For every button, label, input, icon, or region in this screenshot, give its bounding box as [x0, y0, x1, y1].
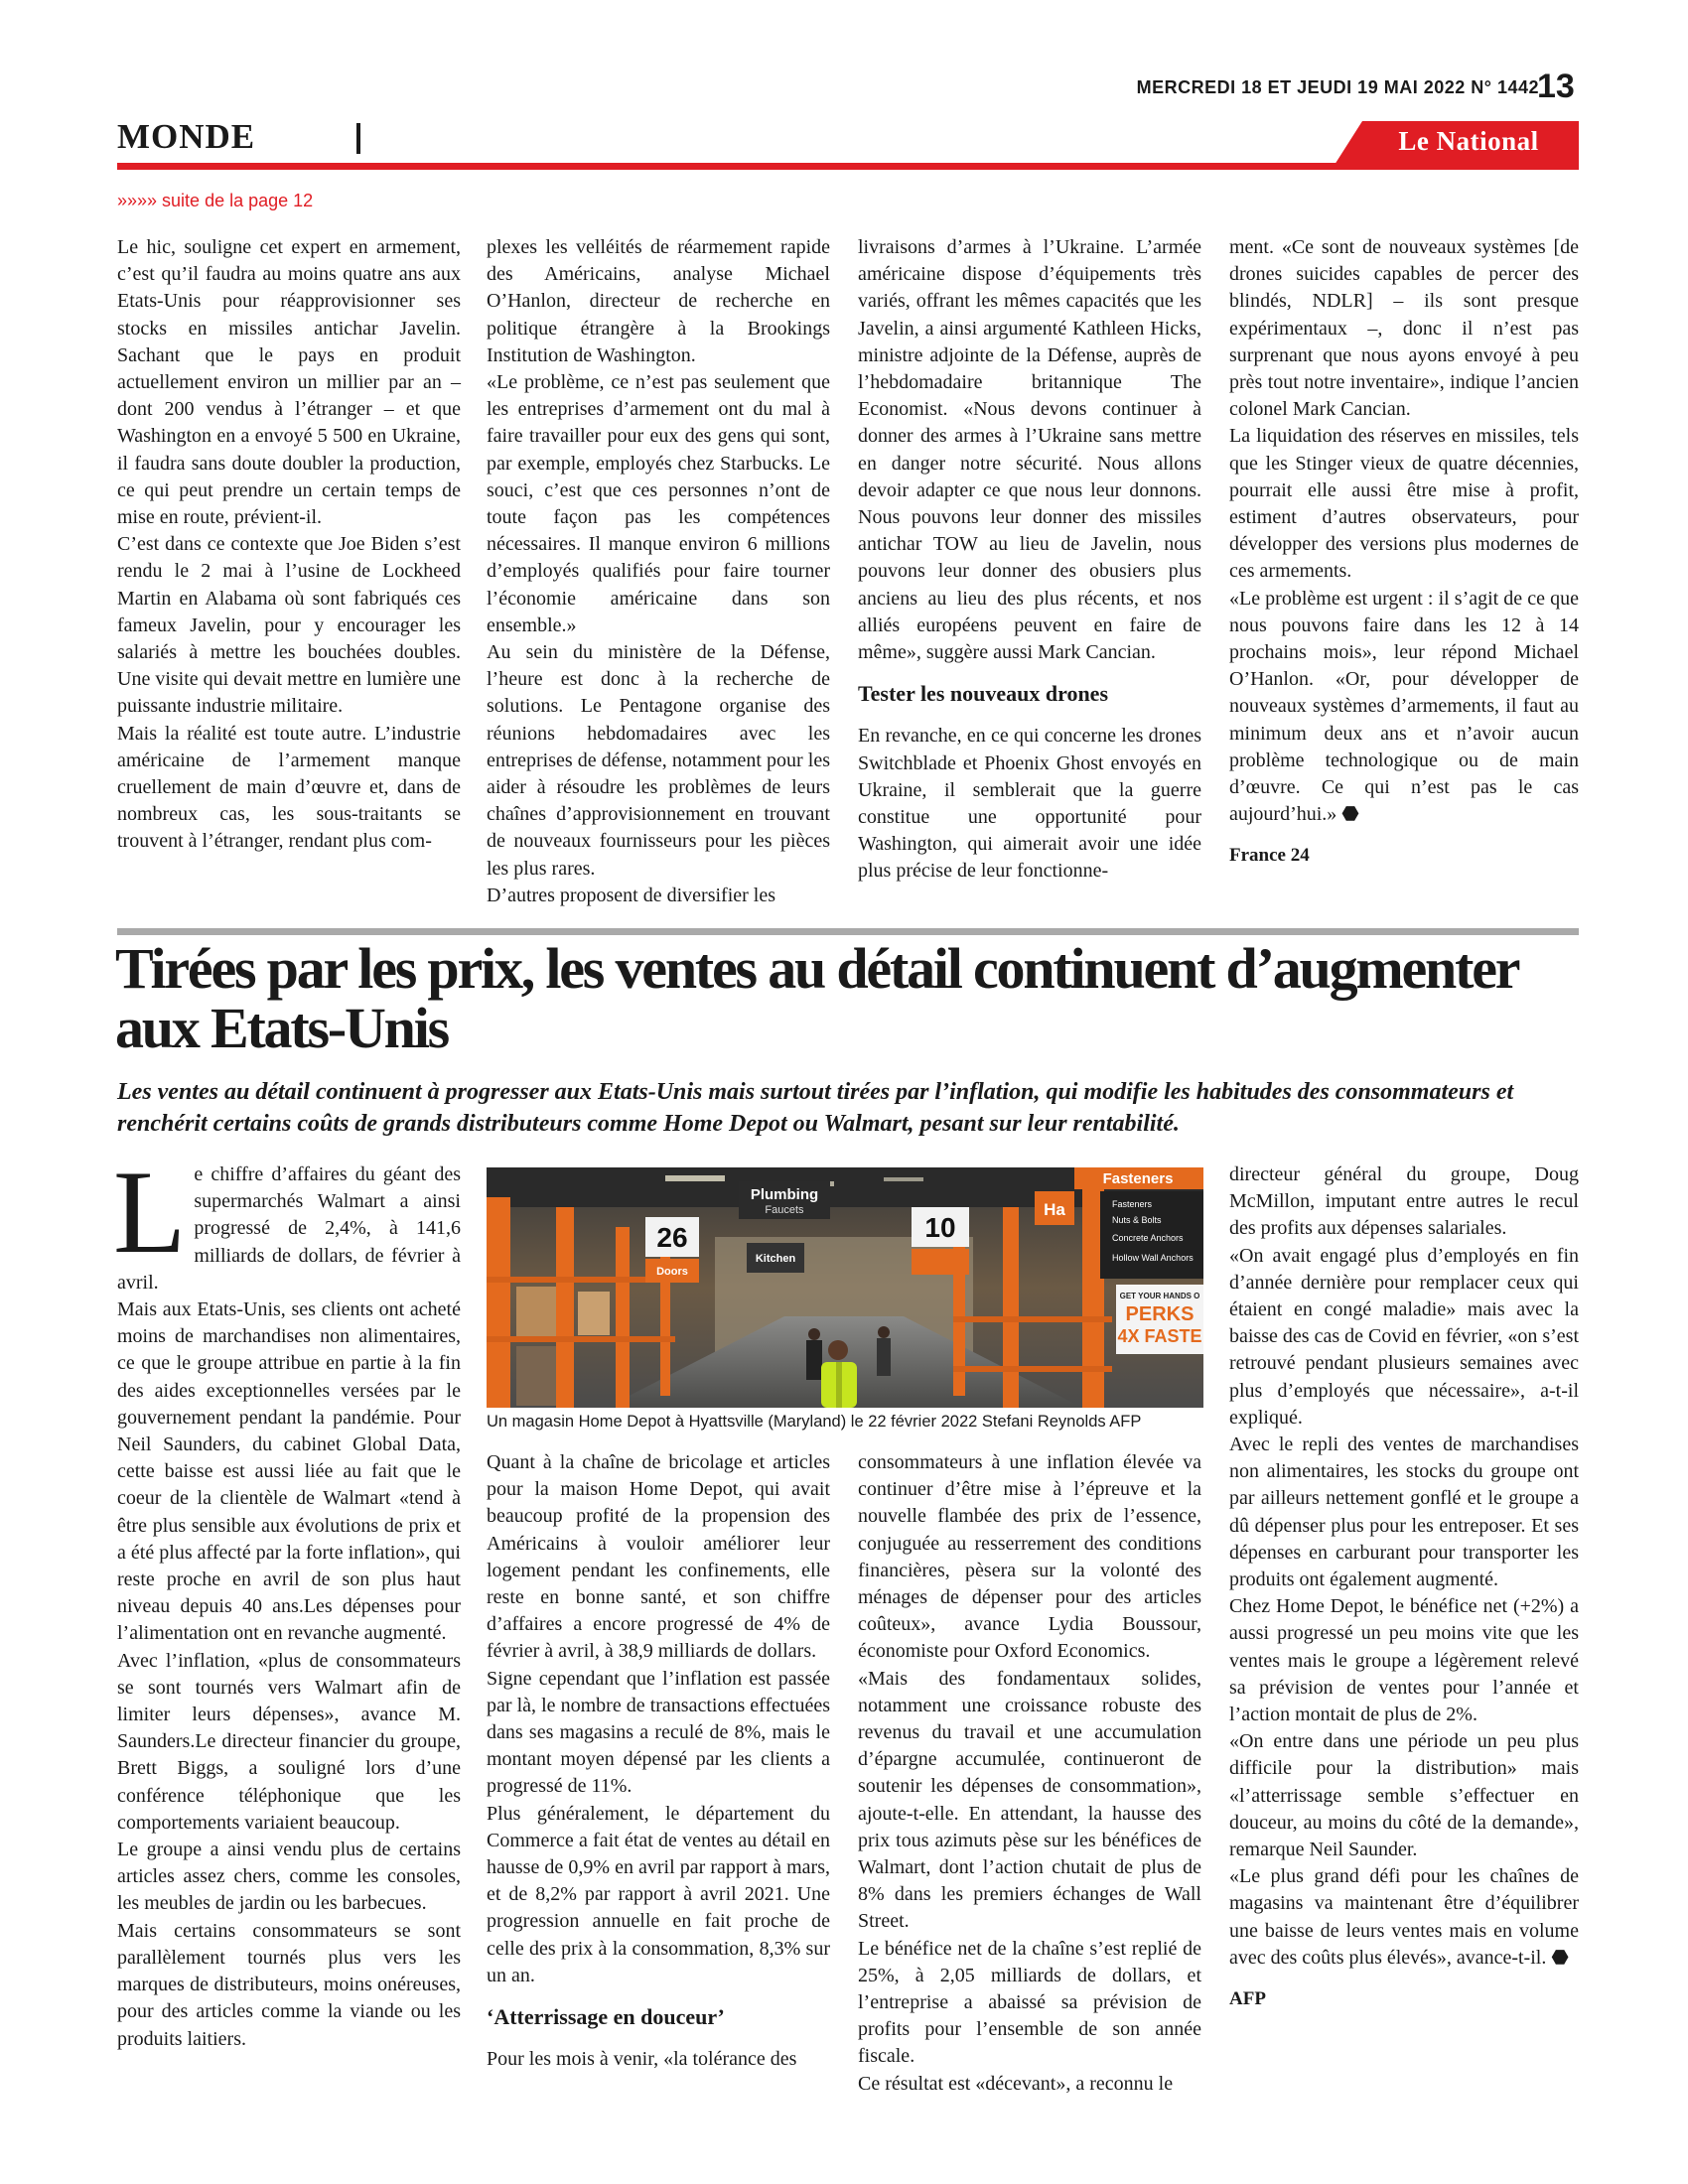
photo-sign-text: 4X FASTE	[1117, 1326, 1202, 1346]
photo-sign-text: Concrete Anchors	[1112, 1233, 1184, 1243]
paragraph: Quant à la chaîne de bricolage et articles pour la maison Home Depot, qui avait beaucoup profité de la propension des Américains à vouloir améliorer leur logement pendant les confinements, elle reste en bonne santé, et son chiffre d’affaires a encore progressé de 4% de février à avril, à 38,9 milliards de dollars.	[487, 1451, 830, 1663]
photo-sign-text: Plumbing	[750, 1186, 819, 1203]
paragraph: «Le plus grand défi pour les chaînes de magasins va maintenant être d’équilibrer une baisse de leurs ventes mais en volume avec des coûts plus élevés», avance-t-il. ⬣	[1229, 1865, 1579, 1969]
paragraph: Avec l’inflation, «plus de consommateurs se sont tournés vers Walmart afin de limiter leurs dépenses», avance M. Saunders.Le directeur financier du groupe, Brett Biggs, a souligné lors d’une conférence téléphonique que les comportements variaient beaucoup.	[117, 1649, 461, 1834]
subheading: Tester les nouveaux drones	[858, 681, 1109, 707]
paragraph: Mais aux Etats-Unis, ses clients ont acheté moins de marchandises non alimentaires, ce que le groupe attribue en partie à la fin des aides exceptionnelles versées par le gouvernement pendant la pandémie. Pour Neil Saunders, du cabinet Global Data, cette baisse est aussi liée au fait que le coeur de la clientèle de Walmart «tend à être plus sensible aux évolutions de prix et a été plus affecté par la forte inflation», qui reste proche en avril de son plus haut niveau depuis 40 ans.Les dépenses pour l’alimentation ont en revanche augmenté.	[117, 1298, 461, 1645]
paragraph: Avec le repli des ventes de marchandises non alimentaires, les stocks du groupe ont par ailleurs nettement gonflé et le groupe a dû dépenser plus pour les entreposer. Et ses dépenses en carburant pour transporter les produits ont également augmenté.	[1229, 1433, 1579, 1591]
paragraph: En revanche, en ce qui concerne les drones Switchblade et Phoenix Ghost envoyés en Ukraine, il semblerait que la guerre constitue une opportunité pour Washington, qui aimerait avoir une idée plus précise de leur fonctionne-	[858, 725, 1201, 883]
photo-sign-text: Doors	[656, 1266, 688, 1278]
drop-cap: L	[113, 1146, 187, 1278]
paragraph: Le groupe a ainsi vendu plus de certains articles assez chers, comme les consoles, les meubles de jardin ou les barbecues.	[117, 1839, 461, 1915]
article1-column-1	[117, 234, 461, 856]
paragraph: «Le problème, ce n’est pas seulement que les entreprises d’armement ont du mal à faire travailler pour eux des gens qui sont, par exemple, employés chez Starbucks. Le souci, c’est que ces personnes n’ont de toute façon pas les compétences nécessaires. Il manque environ 6 millions d’employés qualifiés pour faire tourner l’économie américaine dans son ensemble.»	[487, 371, 830, 636]
paragraph: Signe cependant que l’inflation est passée par là, le nombre de transactions effectuées dans ses magasins a reculé de 8%, mais le montant moyen dépensé par les clients a progressé de 11%.	[487, 1667, 830, 1798]
article1-column-3	[858, 234, 1201, 886]
article-separator	[117, 928, 1579, 935]
first-paragraph: Le chiffre d’affaires du géant des supermarchés Walmart a ainsi progressé de 2,4%, à 141,6 milliards de dollars, de février à avril.	[113, 1146, 461, 1294]
article-credit: France 24	[1229, 845, 1310, 867]
article1-column-2	[487, 234, 830, 909]
paragraph: Le hic, souligne cet expert en armement, c’est qu’il faudra au moins quatre ans aux Etats-Unis pour réapprovisionner ses stocks en missiles antichar Javelin. Sachant que le pays en produit actuellement environ un millier par an – dont 200 vendus à l’étranger – et que Washington en a envoyé 5 500 en Ukraine, il faudra sans doute doubler la production, ce qui peut prendre un certain temps de mise en route, prévient-il.	[117, 236, 461, 529]
paragraph: «On avait engagé plus d’employés en fin d’année dernière pour remplacer ceux qui étaient en congé maladie» mais avec la baisse des cas de Covid en février, «on s’est retrouvé pendant plusieurs semaines avec plus d’employés que nécessaire», a-t-il expliqué.	[1229, 1244, 1579, 1429]
section-divider	[356, 123, 360, 154]
photo-sign-text: GET YOUR HANDS O	[1119, 1292, 1200, 1300]
store-photo	[487, 1167, 1203, 1408]
paragraph: D’autres proposent de diversifier les	[487, 884, 776, 906]
paragraph: ment. «Ce sont de nouveaux systèmes [de drones suicides capables de percer des blindés, NDLR] – ils sont presque expérimentaux –, donc il n’est pas surprenant que nous ayons envoyé à peu près tout notre inventaire», indique l’ancien colonel Mark Cancian.	[1229, 236, 1579, 421]
paragraph: «Le problème est urgent : il s’agit de ce que nous pouvons faire dans les 12 à 14 prochains mois», leur répond Michael O’Hanlon. «Or, pour développer de nouveaux systèmes d’armements, il faut au minimum deux ans et n’avoir aucun problème technologique ou de main d’œuvre. Ce qui n’est pas le cas aujourd’hui.» ⬣	[1229, 587, 1579, 826]
photo-sign-text: Faucets	[765, 1204, 804, 1216]
paragraph: Mais la réalité est toute autre. L’industrie américaine de l’armement manque cruellement de main d’œuvre et, dans de nombreux cas, les sous-traitants se trouvent à l’étranger, rendant plus com-	[117, 722, 461, 853]
continued-from-link[interactable]: »»»» suite de la page 12	[117, 191, 314, 210]
article1-column-4	[1229, 234, 1579, 870]
photo-sign-text: Nuts & Bolts	[1112, 1215, 1162, 1225]
article2-column-4	[1229, 1161, 1579, 2012]
section-title: MONDE	[117, 117, 256, 156]
paragraph: «Mais des fondamentaux solides, notamment une croissance robuste des revenus du travail et une accumulation d’épargne accumulée, continueront de soutenir les dépenses de consommation», ajoute-t-elle. En attendant, la hausse des prix tous azimuts pèse sur les bénéfices de Walmart, dont l’action chutait de plus de 8% dans les premiers échanges de Wall Street.	[858, 1667, 1201, 1933]
photo-sign-text: PERKS	[1125, 1303, 1195, 1325]
article2-column-3	[858, 1449, 1201, 2098]
paragraph: «On entre dans une période un peu plus difficile pour la distribution» mais «l’atterrissage semble s’effectuer en douceur, au moins du côté de la demande», remarque Neil Saunder.	[1229, 1730, 1579, 1861]
photo-sign-text: Fasteners	[1102, 1170, 1174, 1187]
paragraph: directeur général du groupe, Doug McMillon, imputant entre autres le recul des profits aux dépenses salariales.	[1229, 1163, 1579, 1240]
newspaper-brand: Le National	[1398, 126, 1539, 156]
paragraph: consommateurs à une inflation élevée va continuer d’être mise à l’épreuve et la nouvelle flambée des prix de l’essence, conjuguée au resserrement des conditions financières, pèsera sur la volonté des ménages de dépenser pour des articles coûteux», avance Lydia Boussour, économiste pour Oxford Economics.	[858, 1451, 1201, 1663]
photo-sign-text: 26	[656, 1222, 688, 1253]
article-headline: Tirées par les prix, les ventes au détail continuent d’augmenter aux Etats-Unis	[115, 936, 1518, 1060]
paragraph: Chez Home Depot, le bénéfice net (+2%) a aussi progressé un peu moins vite que les ventes mais le groupe a légèrement relevé sa prévision de ventes pour l’année et l’action montait de plus de 2%.	[1229, 1595, 1579, 1726]
paragraph: Pour les mois à venir, «la tolérance des	[487, 2048, 797, 2071]
article-lead: Les ventes au détail continuent à progresser aux Etats-Unis mais surtout tirées par l’inflation, qui modifie les habitudes des consommateurs et renchérit certains coûts de grands distributeurs comme Home Depot ou Walmart, pesant sur leur rentabilité.	[117, 1079, 1514, 1137]
photo-caption: Un magasin Home Depot à Hyattsville (Maryland) le 22 février 2022 Stefani Reynolds AFP	[487, 1413, 1142, 1431]
paragraph: Le bénéfice net de la chaîne s’est replié de 25%, à 2,05 milliards de dollars, et l’entreprise a abaissé sa prévision de profits pour l’ensemble de son année fiscale.	[858, 1937, 1201, 2068]
paragraph: Mais certains consommateurs se sont parallèlement tournés plus vers les marques de distributeurs, moins onéreuses, pour des articles comme la viande ou les produits laitiers.	[117, 1919, 461, 2050]
page-number: 13	[1537, 68, 1575, 105]
subheading: ‘Atterrissage en douceur’	[487, 2004, 725, 2030]
header-rule	[117, 163, 1579, 170]
paragraph: Plus généralement, le département du Commerce a fait état de ventes au détail en hausse de 0,9% en avril par rapport à mars, et de 8,2% par rapport à avril 2021. Une progression annuelle en fait proche de celle des prix à la consommation, 8,3% sur un an.	[487, 1802, 830, 1986]
photo-sign-text: Fasteners	[1112, 1199, 1153, 1209]
paragraph: livraisons d’armes à l’Ukraine. L’armée américaine dispose d’équipements très variés, offrant les mêmes capacités que les Javelin, a ainsi argumenté Kathleen Hicks, ministre adjointe de la Défense, auprès de l’hebdomadaire britannique The Economist. «Nous devons continuer à donner des armes à l’Ukraine sans mettre en danger notre sécurité. Nous allons devoir adapter ce que nous leur donnons. Nous pouvons leur donner des missiles antichar TOW au lieu de Javelin, nous pouvons leur donner des obusiers plus anciens au lieu des plus récents, et nos alliés européens peuvent en faire de même», suggère aussi Mark Cancian.	[858, 236, 1201, 664]
paragraph: plexes les velléités de réarmement rapide des Américains, analyse Michael O’Hanlon, directeur de recherche en politique étrangère à la Brookings Institution de Washington.	[487, 236, 830, 366]
article2-column-1	[113, 1146, 461, 2053]
paragraph: Au sein du ministère de la Défense, l’heure est donc à la recherche de solutions. Le Pentagone organise des réunions hebdomadaires avec les entreprises de défense, notamment pour les aider à résoudre les problèmes de leurs chaînes d’approvisionnement en trouvant de nouveaux fournisseurs pour les pièces les plus rares.	[487, 641, 830, 880]
photo-sign-text: Kitchen	[755, 1253, 796, 1265]
paragraph: La liquidation des réserves en missiles, tels que les Stinger vieux de quatre décennies, pourrait elle aussi être mise à profit, estiment d’autres observateurs, pour développer des versions plus modernes de ces armements.	[1229, 425, 1579, 583]
article-credit: AFP	[1229, 1988, 1266, 2010]
dateline: MERCREDI 18 ET JEUDI 19 MAI 2022 N° 1442	[1136, 77, 1539, 97]
photo-sign-text: Hollow Wall Anchors	[1112, 1253, 1194, 1263]
paragraph: C’est dans ce contexte que Joe Biden s’est rendu le 2 mai à l’usine de Lockheed Martin en Alabama où sont fabriqués ces fameux Javelin, pour y encourager les salariés à mettre les bouchées doubles. Une visite qui devait mettre en lumière une puissante industrie militaire.	[117, 533, 461, 718]
article2-column-2	[487, 1449, 830, 2073]
photo-sign-text: 10	[924, 1212, 956, 1243]
paragraph: Ce résultat est «décevant», a reconnu le	[858, 2072, 1174, 2095]
photo-sign-text: Ha	[1044, 1200, 1065, 1219]
